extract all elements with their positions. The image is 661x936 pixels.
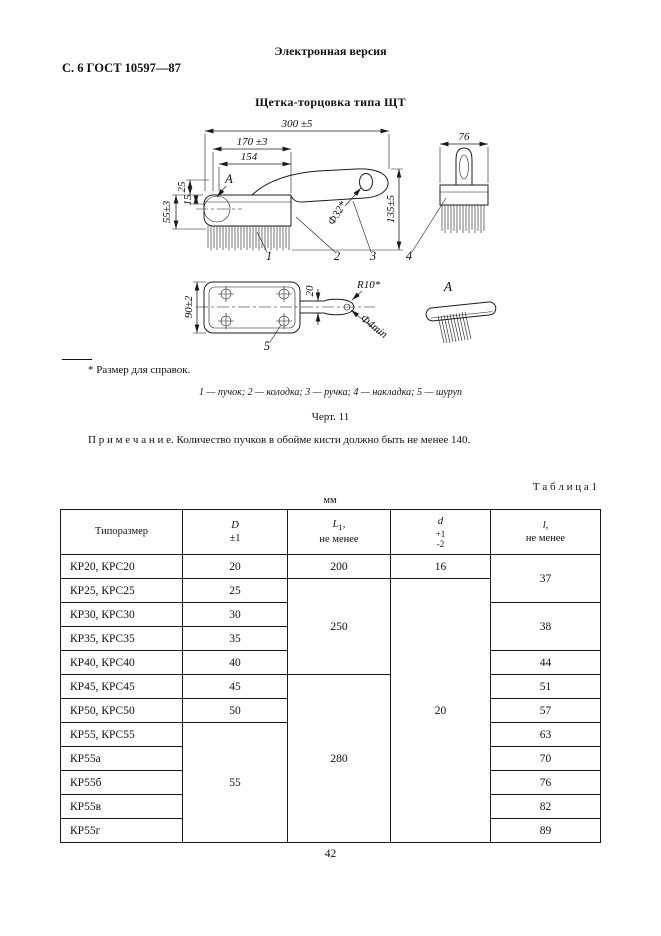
value-cell: 70: [491, 747, 601, 771]
type-size-cell: КР30, КРС30: [61, 603, 183, 627]
dim-55: 55±3: [161, 200, 173, 224]
figure-note: П р и м е ч а н и е. Количество пучков в обойме кисти должно быть не менее 140.: [88, 434, 471, 446]
value-cell: 20: [391, 579, 491, 843]
screw-hole-crosses: [218, 286, 292, 329]
block-end-outline: [440, 185, 488, 205]
handle-end-inner-contour: [460, 155, 469, 179]
value-cell: 30: [183, 603, 288, 627]
size-table: [60, 509, 601, 843]
value-cell: 16: [391, 555, 491, 579]
value-cell: 250: [288, 579, 391, 675]
table-row: [61, 675, 601, 699]
footnote-rule: [62, 359, 92, 360]
detail-a-view: [425, 279, 496, 343]
table-header-row: [61, 510, 601, 555]
value-cell: 57: [491, 699, 601, 723]
col-header-D: D ±1: [183, 510, 288, 555]
brush-block-outline: [204, 195, 291, 226]
part-number-3: 3: [369, 249, 377, 263]
type-size-cell: КР25, КРС25: [61, 579, 183, 603]
size-table-body: [61, 555, 601, 843]
value-cell: 82: [491, 795, 601, 819]
table-caption: Т а б л и ц а 1: [532, 481, 597, 493]
figure-title: Щетка-торцовка типа ЩТ: [255, 95, 406, 109]
plan-view: [183, 279, 390, 353]
brush-bristles: [208, 226, 289, 250]
value-cell: 35: [183, 627, 288, 651]
type-size-cell: КР40, КРС40: [61, 651, 183, 675]
part-number-5: 5: [263, 339, 271, 353]
value-cell: 89: [491, 819, 601, 843]
value-cell: 63: [491, 723, 601, 747]
hole-leader: [345, 188, 361, 206]
table-row: [61, 555, 601, 579]
value-cell: 76: [491, 771, 601, 795]
dim-overall-height: 135±5: [385, 194, 397, 224]
type-size-cell: КР55в: [61, 795, 183, 819]
value-cell: 20: [183, 555, 288, 579]
type-size-cell: КР50, КРС50: [61, 699, 183, 723]
technical-drawing: [0, 113, 661, 385]
col-header-typesize: Типоразмер: [61, 510, 183, 555]
type-size-cell: КР55б: [61, 771, 183, 795]
dim-end-width: 76: [458, 131, 470, 143]
part-number-4: 4: [405, 249, 413, 263]
detail-a-view-label: А: [443, 279, 453, 294]
dim-25: 25: [176, 181, 188, 193]
part-number-1: 1: [265, 249, 273, 263]
dim-hole-diameter: Ф32*: [325, 199, 350, 228]
end-view-bristles: [442, 205, 484, 233]
type-size-cell: КР35, КРС35: [61, 627, 183, 651]
type-size-cell: КР55, КРС55: [61, 723, 183, 747]
type-size-cell: КР45, КРС45: [61, 675, 183, 699]
part-leaders: [257, 198, 446, 252]
handle-hole: [360, 174, 373, 191]
value-cell: 200: [288, 555, 391, 579]
col-header-d: d +1 -2: [391, 510, 491, 555]
value-cell: 50: [183, 699, 288, 723]
doc-reference: С. 6 ГОСТ 10597—87: [62, 61, 181, 75]
dim-overall-length: 300 ±5: [281, 118, 313, 130]
value-cell: 51: [491, 675, 601, 699]
block-plan-outline: [204, 282, 300, 333]
value-cell: 55: [183, 723, 288, 843]
cover-plate-detail-outline: [425, 301, 496, 321]
figure-caption: Черт. 11: [311, 411, 350, 423]
dim-screw-diameter: Ф4min: [357, 312, 390, 341]
dim-15: 15: [182, 194, 194, 206]
dim-tip-radius: R10*: [357, 279, 381, 291]
edition-note: Электронная версия: [274, 44, 387, 58]
value-cell: 280: [288, 675, 391, 843]
main-view: [161, 118, 446, 263]
block-plan-inner-contour: [209, 287, 295, 328]
value-cell: 25: [183, 579, 288, 603]
dim-170: 170 ±3: [236, 136, 268, 148]
detail-a-callout-label: А: [225, 172, 233, 186]
type-size-cell: КР20, КРС20: [61, 555, 183, 579]
type-size-cell: КР55а: [61, 747, 183, 771]
type-size-cell: КР55г: [61, 819, 183, 843]
footnote: * Размер для справок.: [88, 364, 191, 376]
value-cell: 44: [491, 651, 601, 675]
dim-154: 154: [240, 151, 258, 163]
cover-plate-detail-line: [430, 312, 492, 318]
col-header-L1: $L_1$, не менее: [288, 510, 391, 555]
value-cell: 45: [183, 675, 288, 699]
dim-handle-width: 20: [304, 285, 316, 297]
extension-lines: [440, 147, 488, 183]
value-cell: 38: [491, 603, 601, 651]
value-cell: 40: [183, 651, 288, 675]
end-view: [440, 131, 488, 233]
page-number: 42: [324, 848, 337, 860]
col-header-l: l, не менее: [491, 510, 601, 555]
parts-legend: 1 — пучок; 2 — колодка; 3 — ручка; 4 — накладка; 5 — шуруп: [198, 387, 463, 398]
table-unit-label: мм: [323, 495, 337, 506]
part-number-2: 2: [333, 249, 341, 263]
radius-leader: [352, 291, 362, 300]
dim-plan-width: 90±2: [183, 295, 195, 319]
handle-end-section: [456, 148, 472, 185]
value-cell: 37: [491, 555, 601, 603]
